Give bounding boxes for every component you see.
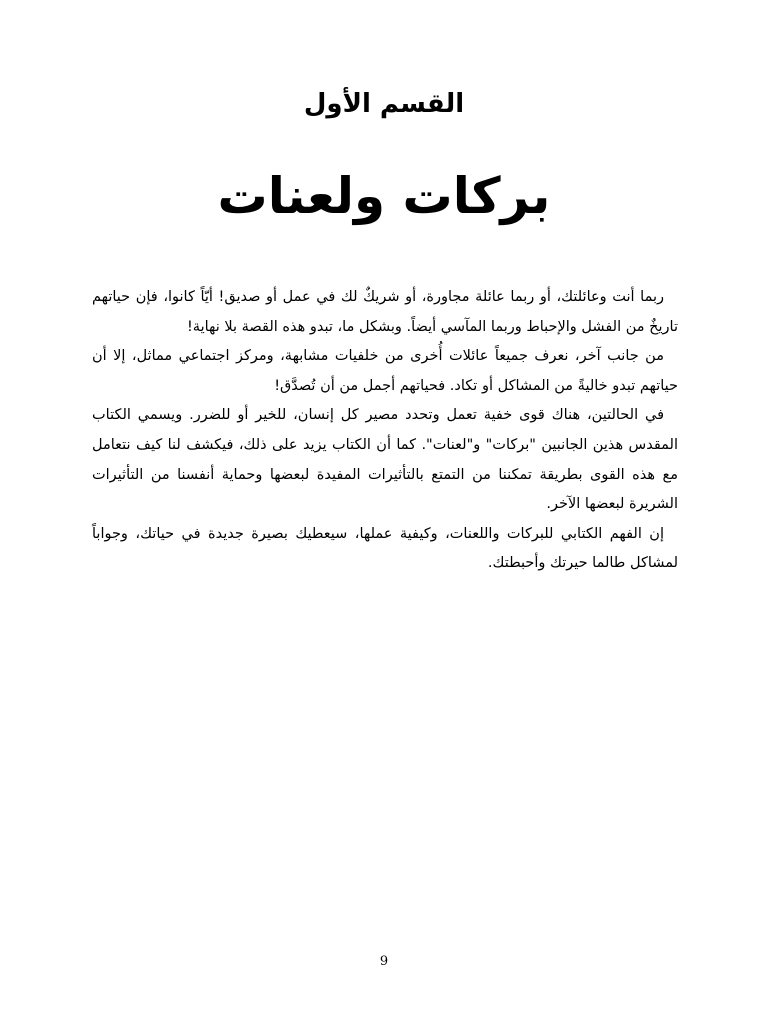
paragraph-1: ربما أنت وعائلتك، أو ربما عائلة مجاورة، أو شريكٌ لك في عمل أو صديق! أيّاً كانوا، فإن حياتهم تاريخٌ من الفشل والإحباط وربما المآسي أيضاً. وبشكل ما، تبدو هذه القصة بلا نهاية! bbox=[92, 289, 678, 335]
paragraph-4: إن الفهم الكتابي للبركات واللعنات، وكيفية عملها، سيعطيك بصيرة جديدة في حياتك، وجواباً لمشاكل طالما حيرتك وأحبطتك. bbox=[92, 525, 678, 572]
paragraph-2: من جانب آخر، نعرف جميعاً عائلات أُخرى من خلفيات مشابهة، ومركز اجتماعي مماثل، إلا أن حياتهم تبدو خاليةً من المشاكل أو تكاد. فحياتهم أجمل من أن تُصدَّق! bbox=[92, 348, 678, 394]
paragraph-3: في الحالتين، هناك قوى خفية تعمل وتحدد مصير كل إنسان، للخير أو للضرر. ويسمي الكتاب المقدس هذين الجانبين "بركات" و"لعنات". كما أن الكتاب يزيد على ذلك، فيكشف لنا كيف نتعامل مع هذه القوى بطريقة تمكننا من التمتع بالتأثيرات المفيدة لبعضها وحماية أنفسنا من التأثيرات الشريرة لبعضها الآخر. bbox=[92, 407, 678, 513]
chapter-title: بركات ولعنات bbox=[217, 167, 551, 225]
section-heading: القسم الأول bbox=[303, 89, 465, 119]
body-text bbox=[92, 283, 678, 579]
page-number: 9 bbox=[379, 954, 389, 969]
